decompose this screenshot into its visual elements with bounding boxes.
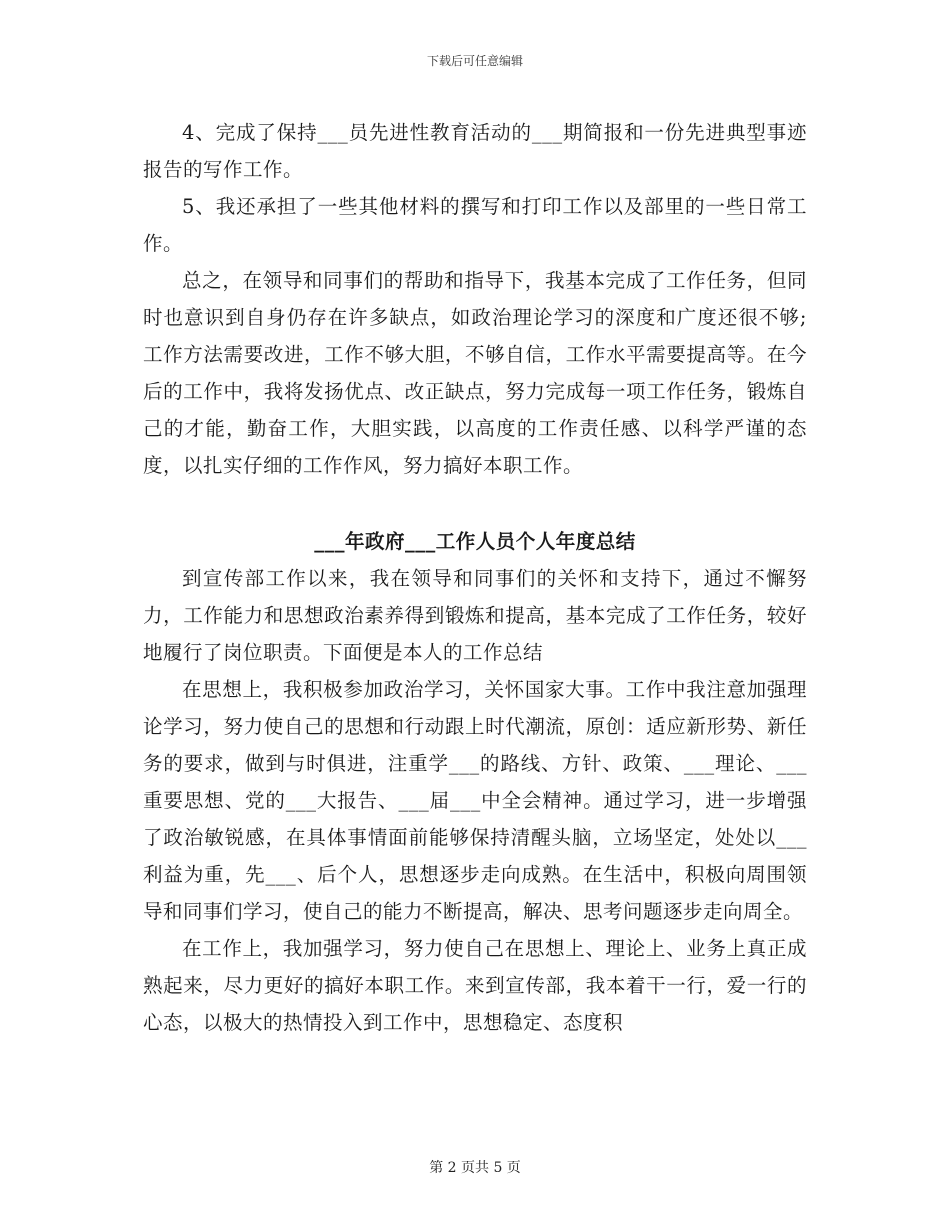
paragraph-item-4: 4、完成了保持___员先进性教育活动的___期简报和一份先进典型事迹报告的写作工作。 [143, 121, 807, 181]
paragraph-summary: 总之，在领导和同事们的帮助和指导下，我基本完成了工作任务，但同时也意识到自身仍存在许多缺点，如政治理论学习的深度和广度还很不够;工作方法需要改进，工作不够大胆，不够自信，工作水平需要提高等。在今后的工作中，我将发扬优点、改正缺点，努力完成每一项工作任务，锻炼自己的才能，勤奋工作，大胆实践，以高度的工作责任感、以科学严谨的态度，以扎实仔细的工作作风，努力搞好本职工作。 [143, 269, 807, 477]
paragraph-work: 在工作上，我加强学习，努力使自己在思想上、理论上、业务上真正成熟起来，尽力更好的搞好本职工作。来到宣传部，我本着干一行，爱一行的心态，以极大的热情投入到工作中，思想稳定、态度积 [143, 937, 807, 1034]
page-footer: 第 2 页共 5 页 [429, 1160, 521, 1176]
paragraph-intro: 到宣传部工作以来，我在领导和同事们的关怀和支持下，通过不懈努力，工作能力和思想政治素养得到锻炼和提高，基本完成了工作任务，较好地履行了岗位职责。下面便是本人的工作总结 [143, 567, 807, 664]
page-header: 下载后可任意编辑 [426, 54, 523, 68]
paragraph-item-5: 5、我还承担了一些其他材料的撰写和打印工作以及部里的一些日常工作。 [143, 195, 807, 255]
section-title: ___年政府___工作人员个人年度总结 [314, 530, 636, 553]
paragraph-thought: 在思想上，我积极参加政治学习，关怀国家大事。工作中我注意加强理论学习，努力使自己的思想和行动跟上时代潮流，原创：适应新形势、新任务的要求，做到与时俱进，注重学___的路线、方针、政策、___理论、___重要思想、党的___大报告、___届___中全会精神。通过学习，进一步增强了政治敏锐感，在具体事情面前能够保持清醒头脑，立场坚定，处处以___利益为重，先___、后个人，思想逐步走向成熟。在生活中，积极向周围领导和同事们学习，使自己的能力不断提高，解决、思考问题逐步走向周全。 [143, 678, 807, 923]
document-body [143, 114, 807, 1041]
